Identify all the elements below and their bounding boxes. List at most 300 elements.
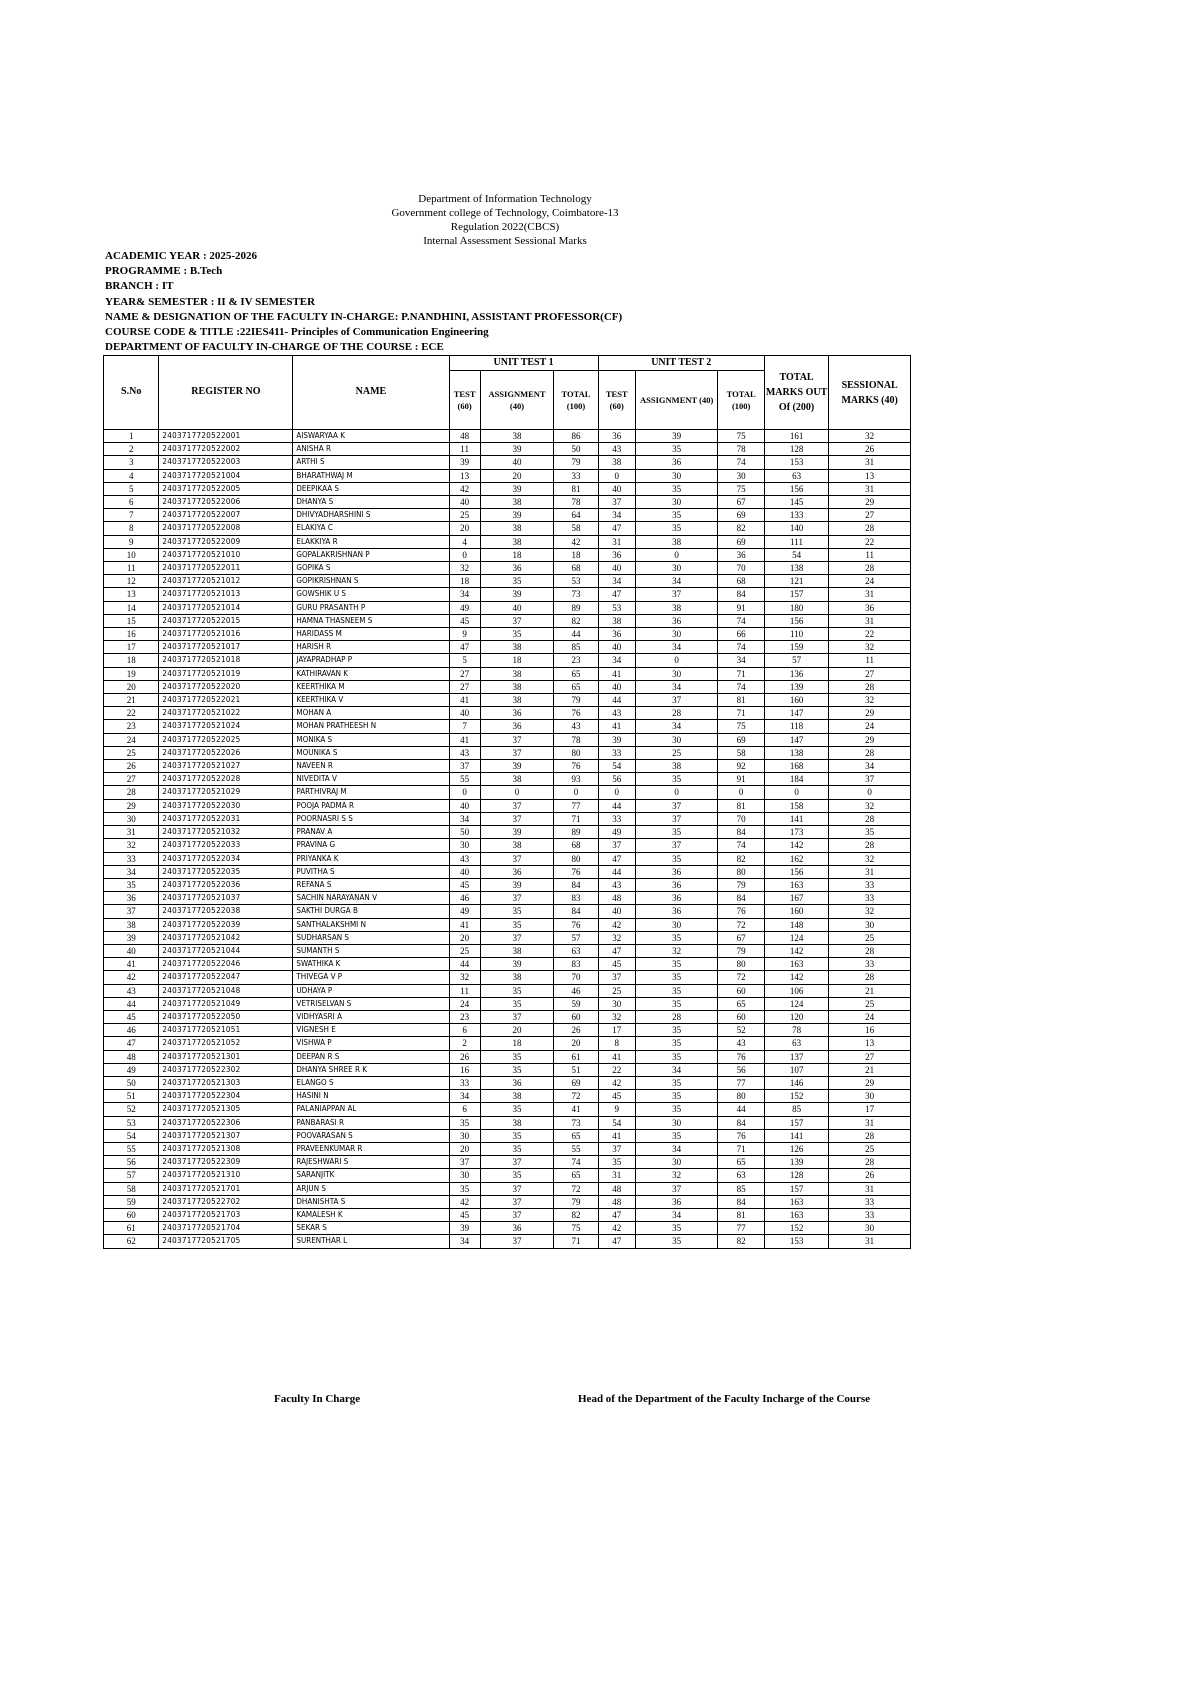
- cell-ut2-total: 72: [718, 918, 764, 931]
- cell-sno: 41: [104, 958, 159, 971]
- table-row: [104, 839, 911, 852]
- cell-ut2-assignment: 35: [635, 1037, 718, 1050]
- course-code-title: COURSE CODE & TITLE :22IES411- Principles of Communication Engineering: [105, 326, 489, 339]
- col-header-unit-test-1: UNIT TEST 1: [449, 356, 598, 371]
- cell-ut1-total: 43: [554, 720, 598, 733]
- cell-ut1-assignment: 18: [480, 548, 554, 561]
- cell-ut1-assignment: 38: [480, 773, 554, 786]
- cell-sessional-marks: 26: [829, 1169, 911, 1182]
- table-row: [104, 720, 911, 733]
- cell-ut2-assignment: 38: [635, 601, 718, 614]
- cell-ut1-test: 45: [449, 878, 480, 891]
- cell-ut1-test: 6: [449, 1103, 480, 1116]
- table-row: [104, 852, 911, 865]
- cell-sno: 34: [104, 865, 159, 878]
- cell-sessional-marks: 28: [829, 562, 911, 575]
- cell-sno: 59: [104, 1195, 159, 1208]
- cell-sessional-marks: 29: [829, 733, 911, 746]
- cell-ut2-test: 35: [598, 1156, 635, 1169]
- cell-sessional-marks: 22: [829, 628, 911, 641]
- cell-ut1-test: 55: [449, 773, 480, 786]
- cell-sessional-marks: 29: [829, 1076, 911, 1089]
- cell-ut1-test: 2: [449, 1037, 480, 1050]
- cell-name: SANTHALAKSHMI N: [293, 918, 449, 931]
- cell-ut1-test: 40: [449, 707, 480, 720]
- cell-ut1-assignment: 35: [480, 918, 554, 931]
- cell-ut1-total: 23: [554, 654, 598, 667]
- cell-sessional-marks: 13: [829, 469, 911, 482]
- cell-sno: 4: [104, 469, 159, 482]
- cell-register-no: 2403717720521704: [159, 1222, 293, 1235]
- marks-table-body: [104, 430, 911, 1249]
- cell-ut2-assignment: 35: [635, 958, 718, 971]
- cell-ut1-total: 82: [554, 614, 598, 627]
- cell-name: REFANA S: [293, 878, 449, 891]
- cell-ut1-test: 32: [449, 562, 480, 575]
- cell-ut1-assignment: 37: [480, 733, 554, 746]
- cell-ut1-assignment: 38: [480, 641, 554, 654]
- table-row: [104, 892, 911, 905]
- cell-ut2-test: 37: [598, 496, 635, 509]
- branch: BRANCH : IT: [105, 280, 174, 293]
- cell-ut2-assignment: 35: [635, 773, 718, 786]
- cell-name: VISHWA P: [293, 1037, 449, 1050]
- cell-ut2-test: 34: [598, 509, 635, 522]
- cell-sessional-marks: 16: [829, 1024, 911, 1037]
- cell-name: GURU PRASANTH P: [293, 601, 449, 614]
- cell-register-no: 2403717720521018: [159, 654, 293, 667]
- cell-ut1-test: 39: [449, 456, 480, 469]
- cell-ut2-total: 80: [718, 1090, 764, 1103]
- cell-total-marks: 142: [764, 971, 828, 984]
- cell-total-marks: 124: [764, 931, 828, 944]
- cell-sno: 19: [104, 667, 159, 680]
- cell-ut1-test: 44: [449, 958, 480, 971]
- cell-ut1-assignment: 35: [480, 997, 554, 1010]
- cell-sno: 38: [104, 918, 159, 931]
- cell-total-marks: 157: [764, 588, 828, 601]
- regulation: Regulation 2022(CBCS): [450, 221, 560, 233]
- cell-sno: 6: [104, 496, 159, 509]
- table-row: [104, 588, 911, 601]
- cell-ut2-total: 74: [718, 456, 764, 469]
- cell-register-no: 2403717720521310: [159, 1169, 293, 1182]
- cell-ut1-test: 6: [449, 1024, 480, 1037]
- cell-ut1-total: 68: [554, 562, 598, 575]
- cell-ut1-assignment: 36: [480, 562, 554, 575]
- cell-ut2-test: 44: [598, 799, 635, 812]
- table-row: [104, 601, 911, 614]
- cell-sessional-marks: 31: [829, 482, 911, 495]
- cell-ut1-assignment: 35: [480, 575, 554, 588]
- table-row: [104, 654, 911, 667]
- cell-ut1-test: 49: [449, 601, 480, 614]
- cell-ut2-total: 36: [718, 548, 764, 561]
- cell-sessional-marks: 24: [829, 575, 911, 588]
- cell-name: POORNASRI S S: [293, 812, 449, 825]
- cell-sessional-marks: 28: [829, 1156, 911, 1169]
- cell-ut1-assignment: 38: [480, 694, 554, 707]
- cell-register-no: 2403717720522020: [159, 680, 293, 693]
- cell-ut2-test: 44: [598, 694, 635, 707]
- cell-register-no: 2403717720522025: [159, 733, 293, 746]
- cell-ut2-total: 60: [718, 984, 764, 997]
- cell-ut1-test: 41: [449, 694, 480, 707]
- cell-sessional-marks: 35: [829, 826, 911, 839]
- cell-total-marks: 163: [764, 1195, 828, 1208]
- cell-name: DHANISHTA S: [293, 1195, 449, 1208]
- cell-ut2-total: 65: [718, 997, 764, 1010]
- cell-ut2-assignment: 38: [635, 535, 718, 548]
- cell-sno: 55: [104, 1142, 159, 1155]
- cell-ut2-assignment: 34: [635, 1063, 718, 1076]
- cell-total-marks: 142: [764, 839, 828, 852]
- cell-ut2-assignment: 30: [635, 628, 718, 641]
- cell-ut2-assignment: 35: [635, 1222, 718, 1235]
- cell-ut1-test: 34: [449, 812, 480, 825]
- cell-ut1-total: 63: [554, 944, 598, 957]
- cell-ut2-total: 0: [718, 786, 764, 799]
- cell-total-marks: 128: [764, 1169, 828, 1182]
- cell-sessional-marks: 33: [829, 878, 911, 891]
- cell-ut2-assignment: 36: [635, 878, 718, 891]
- cell-ut1-total: 70: [554, 971, 598, 984]
- cell-sessional-marks: 28: [829, 812, 911, 825]
- cell-sessional-marks: 32: [829, 905, 911, 918]
- cell-ut1-assignment: 37: [480, 1208, 554, 1221]
- cell-sno: 48: [104, 1050, 159, 1063]
- cell-total-marks: 167: [764, 892, 828, 905]
- cell-ut1-test: 37: [449, 1156, 480, 1169]
- cell-ut1-total: 84: [554, 878, 598, 891]
- col-header-unit-test-2: UNIT TEST 2: [598, 356, 764, 371]
- cell-register-no: 2403717720522039: [159, 918, 293, 931]
- cell-ut2-assignment: 34: [635, 680, 718, 693]
- cell-sessional-marks: 33: [829, 1208, 911, 1221]
- cell-sno: 61: [104, 1222, 159, 1235]
- cell-sessional-marks: 22: [829, 535, 911, 548]
- document-title: Internal Assessment Sessional Marks: [423, 235, 587, 247]
- cell-name: HARIDASS M: [293, 628, 449, 641]
- cell-name: RAJESHWARI S: [293, 1156, 449, 1169]
- cell-sno: 47: [104, 1037, 159, 1050]
- table-row: [104, 1010, 911, 1023]
- cell-ut2-test: 40: [598, 562, 635, 575]
- cell-sno: 33: [104, 852, 159, 865]
- cell-total-marks: 157: [764, 1182, 828, 1195]
- cell-register-no: 2403717720522309: [159, 1156, 293, 1169]
- cell-total-marks: 107: [764, 1063, 828, 1076]
- cell-ut2-assignment: 35: [635, 1235, 718, 1248]
- table-row: [104, 1076, 911, 1089]
- cell-sessional-marks: 31: [829, 1182, 911, 1195]
- cell-sno: 54: [104, 1129, 159, 1142]
- cell-name: KEERTHIKA M: [293, 680, 449, 693]
- cell-sno: 17: [104, 641, 159, 654]
- cell-name: PANBARASI R: [293, 1116, 449, 1129]
- col-header-name: NAME: [293, 356, 449, 430]
- cell-ut1-assignment: 35: [480, 1169, 554, 1182]
- cell-ut2-test: 44: [598, 865, 635, 878]
- cell-ut2-test: 42: [598, 1222, 635, 1235]
- cell-ut2-total: 79: [718, 944, 764, 957]
- table-row: [104, 918, 911, 931]
- cell-total-marks: 146: [764, 1076, 828, 1089]
- cell-name: DHANYA SHREE R K: [293, 1063, 449, 1076]
- cell-total-marks: 161: [764, 430, 828, 443]
- cell-ut2-test: 43: [598, 443, 635, 456]
- cell-ut2-test: 54: [598, 1116, 635, 1129]
- cell-ut1-total: 81: [554, 482, 598, 495]
- cell-ut2-assignment: 39: [635, 430, 718, 443]
- cell-ut2-assignment: 35: [635, 1129, 718, 1142]
- cell-register-no: 2403717720521010: [159, 548, 293, 561]
- cell-ut2-total: 74: [718, 680, 764, 693]
- cell-ut1-total: 78: [554, 496, 598, 509]
- cell-sessional-marks: 11: [829, 654, 911, 667]
- cell-ut2-test: 34: [598, 654, 635, 667]
- faculty-department: DEPARTMENT OF FACULTY IN-CHARGE OF THE COURSE : ECE: [105, 341, 444, 354]
- cell-sno: 49: [104, 1063, 159, 1076]
- cell-ut2-test: 47: [598, 944, 635, 957]
- cell-ut1-total: 53: [554, 575, 598, 588]
- cell-register-no: 2403717720521042: [159, 931, 293, 944]
- cell-ut1-total: 57: [554, 931, 598, 944]
- cell-ut1-assignment: 38: [480, 667, 554, 680]
- cell-ut2-assignment: 35: [635, 482, 718, 495]
- cell-ut1-total: 79: [554, 456, 598, 469]
- cell-sno: 9: [104, 535, 159, 548]
- cell-sessional-marks: 32: [829, 852, 911, 865]
- cell-sessional-marks: 28: [829, 839, 911, 852]
- table-row: [104, 865, 911, 878]
- cell-ut2-assignment: 38: [635, 760, 718, 773]
- cell-ut1-total: 50: [554, 443, 598, 456]
- cell-sessional-marks: 30: [829, 1090, 911, 1103]
- cell-total-marks: 153: [764, 1235, 828, 1248]
- cell-register-no: 2403717720521016: [159, 628, 293, 641]
- cell-ut1-total: 18: [554, 548, 598, 561]
- cell-register-no: 2403717720522026: [159, 746, 293, 759]
- cell-ut1-test: 11: [449, 984, 480, 997]
- table-row: [104, 496, 911, 509]
- table-row: [104, 971, 911, 984]
- cell-ut1-assignment: 38: [480, 430, 554, 443]
- cell-ut2-test: 37: [598, 839, 635, 852]
- cell-total-marks: 128: [764, 443, 828, 456]
- cell-ut2-assignment: 36: [635, 456, 718, 469]
- cell-ut1-test: 35: [449, 1116, 480, 1129]
- cell-name: MOHAN A: [293, 707, 449, 720]
- cell-ut1-assignment: 36: [480, 707, 554, 720]
- cell-ut2-total: 69: [718, 509, 764, 522]
- cell-ut2-test: 37: [598, 1142, 635, 1155]
- cell-sessional-marks: 25: [829, 1142, 911, 1155]
- cell-register-no: 2403717720522034: [159, 852, 293, 865]
- cell-sno: 26: [104, 760, 159, 773]
- cell-total-marks: 168: [764, 760, 828, 773]
- document-header: [0, 192, 1010, 248]
- cell-sno: 39: [104, 931, 159, 944]
- cell-name: KEERTHIKA V: [293, 694, 449, 707]
- cell-sno: 51: [104, 1090, 159, 1103]
- cell-ut2-assignment: 37: [635, 588, 718, 601]
- cell-total-marks: 139: [764, 680, 828, 693]
- cell-ut1-test: 27: [449, 680, 480, 693]
- cell-sessional-marks: 33: [829, 958, 911, 971]
- cell-sessional-marks: 34: [829, 760, 911, 773]
- cell-sessional-marks: 28: [829, 522, 911, 535]
- col-header-ut2-test: TEST (60): [598, 371, 635, 430]
- cell-register-no: 2403717720521048: [159, 984, 293, 997]
- cell-name: NAVEEN R: [293, 760, 449, 773]
- cell-total-marks: 121: [764, 575, 828, 588]
- cell-name: ELANGO S: [293, 1076, 449, 1089]
- cell-total-marks: 111: [764, 535, 828, 548]
- cell-ut1-assignment: 36: [480, 1076, 554, 1089]
- cell-ut2-test: 17: [598, 1024, 635, 1037]
- cell-ut2-assignment: 30: [635, 667, 718, 680]
- cell-ut2-total: 91: [718, 601, 764, 614]
- cell-ut2-test: 41: [598, 1129, 635, 1142]
- cell-sno: 40: [104, 944, 159, 957]
- cell-ut1-test: 30: [449, 1129, 480, 1142]
- cell-register-no: 2403717720521308: [159, 1142, 293, 1155]
- cell-ut1-assignment: 37: [480, 931, 554, 944]
- cell-name: ARJUN S: [293, 1182, 449, 1195]
- cell-ut1-test: 48: [449, 430, 480, 443]
- cell-sno: 53: [104, 1116, 159, 1129]
- cell-sno: 36: [104, 892, 159, 905]
- course-details: [105, 249, 622, 355]
- cell-total-marks: 180: [764, 601, 828, 614]
- col-header-sessional-marks: SESSIONAL MARKS (40): [829, 356, 911, 430]
- cell-sessional-marks: 31: [829, 865, 911, 878]
- cell-name: SARANJITK: [293, 1169, 449, 1182]
- table-row: [104, 522, 911, 535]
- table-row: [104, 509, 911, 522]
- cell-ut1-assignment: 35: [480, 905, 554, 918]
- cell-total-marks: 136: [764, 667, 828, 680]
- cell-ut2-total: 84: [718, 826, 764, 839]
- cell-ut1-test: 25: [449, 944, 480, 957]
- cell-ut1-test: 40: [449, 799, 480, 812]
- cell-ut1-total: 89: [554, 826, 598, 839]
- table-row: [104, 1169, 911, 1182]
- hod-signature-label: Head of the Department of the Faculty Incharge of the Course: [578, 1393, 871, 1405]
- cell-register-no: 2403717720522021: [159, 694, 293, 707]
- table-row: [104, 628, 911, 641]
- table-row: [104, 786, 911, 799]
- cell-register-no: 2403717720521004: [159, 469, 293, 482]
- cell-ut1-total: 82: [554, 1208, 598, 1221]
- cell-ut1-assignment: 38: [480, 971, 554, 984]
- cell-ut2-test: 36: [598, 628, 635, 641]
- cell-ut2-test: 41: [598, 667, 635, 680]
- cell-sno: 3: [104, 456, 159, 469]
- cell-ut2-total: 52: [718, 1024, 764, 1037]
- cell-ut2-assignment: 35: [635, 443, 718, 456]
- cell-ut1-total: 73: [554, 1116, 598, 1129]
- cell-ut1-assignment: 38: [480, 1090, 554, 1103]
- cell-sessional-marks: 27: [829, 509, 911, 522]
- cell-ut1-total: 69: [554, 1076, 598, 1089]
- col-header-ut2-total: TOTAL (100): [718, 371, 764, 430]
- table-row: [104, 614, 911, 627]
- cell-ut1-assignment: 18: [480, 1037, 554, 1050]
- cell-ut2-assignment: 30: [635, 562, 718, 575]
- cell-ut1-assignment: 35: [480, 1129, 554, 1142]
- cell-ut2-test: 31: [598, 535, 635, 548]
- cell-ut2-total: 76: [718, 1050, 764, 1063]
- cell-total-marks: 139: [764, 1156, 828, 1169]
- cell-total-marks: 184: [764, 773, 828, 786]
- table-row: [104, 694, 911, 707]
- cell-ut2-total: 74: [718, 839, 764, 852]
- cell-register-no: 2403717720522046: [159, 958, 293, 971]
- cell-sessional-marks: 36: [829, 601, 911, 614]
- cell-total-marks: 120: [764, 1010, 828, 1023]
- cell-ut2-total: 66: [718, 628, 764, 641]
- cell-ut2-total: 74: [718, 614, 764, 627]
- cell-register-no: 2403717720522008: [159, 522, 293, 535]
- cell-ut1-assignment: 37: [480, 892, 554, 905]
- cell-name: JAYAPRADHAP P: [293, 654, 449, 667]
- cell-name: DHIVYADHARSHINI S: [293, 509, 449, 522]
- cell-ut2-total: 71: [718, 1142, 764, 1155]
- cell-register-no: 2403717720521029: [159, 786, 293, 799]
- cell-ut1-total: 72: [554, 1182, 598, 1195]
- table-row: [104, 1103, 911, 1116]
- cell-total-marks: 160: [764, 905, 828, 918]
- cell-sessional-marks: 29: [829, 496, 911, 509]
- cell-register-no: 2403717720521012: [159, 575, 293, 588]
- table-row: [104, 746, 911, 759]
- cell-name: PARTHIVRAJ M: [293, 786, 449, 799]
- cell-total-marks: 159: [764, 641, 828, 654]
- cell-ut2-assignment: 35: [635, 971, 718, 984]
- cell-ut1-assignment: 35: [480, 1050, 554, 1063]
- table-row: [104, 430, 911, 443]
- cell-ut2-total: 84: [718, 1116, 764, 1129]
- cell-ut2-test: 41: [598, 720, 635, 733]
- cell-ut2-total: 80: [718, 958, 764, 971]
- cell-ut2-test: 42: [598, 918, 635, 931]
- cell-name: THIVEGA V P: [293, 971, 449, 984]
- cell-sno: 16: [104, 628, 159, 641]
- cell-ut2-assignment: 30: [635, 469, 718, 482]
- cell-ut2-assignment: 32: [635, 944, 718, 957]
- cell-name: KAMALESH K: [293, 1208, 449, 1221]
- cell-sessional-marks: 25: [829, 997, 911, 1010]
- cell-sessional-marks: 33: [829, 892, 911, 905]
- cell-register-no: 2403717720522031: [159, 812, 293, 825]
- cell-ut1-total: 59: [554, 997, 598, 1010]
- cell-ut1-test: 20: [449, 1142, 480, 1155]
- cell-ut2-total: 72: [718, 971, 764, 984]
- cell-ut1-assignment: 37: [480, 1010, 554, 1023]
- cell-sessional-marks: 30: [829, 1222, 911, 1235]
- cell-ut1-total: 20: [554, 1037, 598, 1050]
- cell-sessional-marks: 11: [829, 548, 911, 561]
- table-row: [104, 760, 911, 773]
- cell-sno: 45: [104, 1010, 159, 1023]
- cell-ut2-test: 40: [598, 641, 635, 654]
- cell-ut1-total: 65: [554, 680, 598, 693]
- cell-sessional-marks: 30: [829, 918, 911, 931]
- cell-total-marks: 0: [764, 786, 828, 799]
- table-row: [104, 1024, 911, 1037]
